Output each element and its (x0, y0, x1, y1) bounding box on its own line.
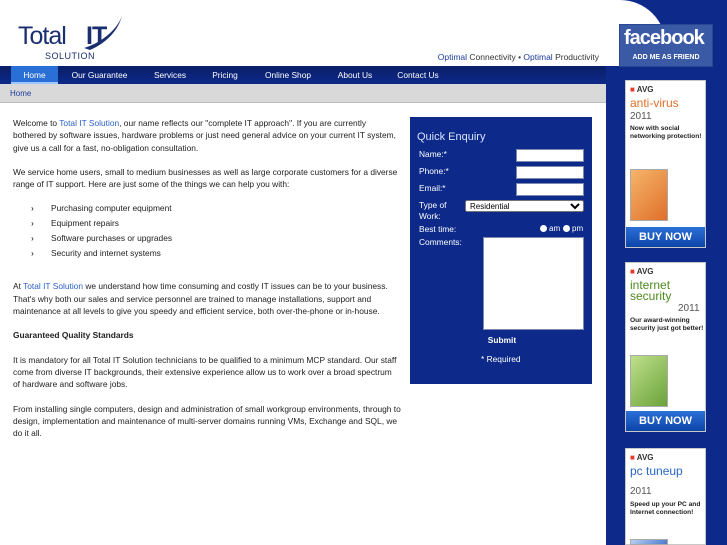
type-of-work-select[interactable] (465, 200, 584, 212)
nav-services[interactable]: Services (153, 70, 187, 80)
main-content (13, 117, 401, 451)
quality-heading: Guaranteed Quality Standards (13, 330, 134, 341)
list-item (31, 232, 401, 247)
at-company-link[interactable]: Total IT Solution (23, 281, 83, 292)
at-paragraph (13, 280, 401, 317)
ad-product: internet security (630, 278, 672, 303)
quality-paragraph: It is mandatory for all Total IT Solution technicians to be qualified to a minimum MCP standard. Our staff come from diverse IT backgrounds, their extensive experience allow us to work over a broad spectrum of hardware and software jobs. (13, 354, 397, 390)
list-item-text: Equipment repairs (51, 218, 119, 229)
nav-about-us[interactable]: About Us (337, 70, 373, 80)
services-list (31, 202, 401, 262)
tagline-optimal-1: Optimal (437, 52, 468, 62)
required-note: * Required (481, 354, 521, 364)
chevron-right-icon: › (31, 233, 34, 244)
enquiry-title: Quick Enquiry (417, 131, 486, 143)
chevron-right-icon: › (31, 203, 34, 214)
services-intro: We service home users, small to medium businesses as well as large corporate customers for a diverse range of IT support. Here are just some of the things we can help you with: (13, 166, 398, 190)
comments-label: Comments: (419, 237, 462, 247)
breadcrumb-bar (0, 84, 606, 103)
list-item-text: Purchasing computer equipment (51, 203, 172, 214)
tagline-separator: • (515, 52, 524, 62)
avg-brand (630, 453, 654, 462)
product-box-icon (630, 169, 668, 221)
site-logo[interactable] (18, 14, 128, 62)
product-box-icon (630, 355, 668, 407)
nav-online-shop[interactable]: Online Shop (264, 70, 312, 80)
nav-contact-us[interactable]: Contact Us (397, 70, 439, 80)
intro-company-link[interactable]: Total IT Solution (59, 118, 120, 128)
avg-brand (630, 85, 654, 94)
avg-logo-icon: ■ (630, 85, 635, 94)
chevron-right-icon: › (31, 218, 34, 229)
logo-it: IT (86, 22, 107, 50)
ad-description: Speed up your PC and Internet connection! (630, 501, 701, 517)
header (0, 0, 606, 66)
ad-product: pc tuneup (630, 464, 683, 478)
facebook-logo: facebook (624, 27, 704, 49)
list-item (31, 217, 401, 232)
at-post: we understand how time consuming and costly IT issues can be to your business. That's why both our sales and service personnel are trained to manage installations, support and maintenance at all levels to give you speedy and efficient service, both over-the-phone or in-house. (13, 281, 388, 317)
list-item (31, 202, 401, 217)
type-of-work-label: Type of Work: (419, 200, 447, 221)
ad-year: 2011 (630, 111, 652, 122)
name-label: Name:* (419, 149, 447, 159)
nav-pricing[interactable]: Pricing (212, 70, 238, 80)
submit-button[interactable]: Submit (483, 335, 521, 345)
avg-internet-security-ad[interactable] (625, 262, 706, 432)
best-time-label: Best time: (419, 224, 457, 234)
avg-logo-icon: ■ (630, 267, 635, 276)
logo-solution: SOLUTION (45, 51, 96, 61)
radio-icon (540, 225, 547, 232)
closing-paragraph: From installing single computers, design and administration of small workgroup environments, through to design, implementation and maintenance of multi-server domains running VMs, Exchange and SQL, we do it all. (13, 403, 401, 439)
ad-brand-text: AVG (636, 85, 654, 94)
ad-brand-text: AVG (636, 267, 654, 276)
ad-year: 2011 (630, 486, 652, 497)
chevron-right-icon: › (31, 248, 34, 259)
quick-enquiry-form (410, 117, 592, 384)
nav-our-guarantee[interactable]: Our Guarantee (71, 70, 128, 80)
phone-field[interactable] (516, 166, 584, 179)
intro-paragraph (13, 117, 401, 154)
comments-textarea[interactable] (483, 237, 584, 330)
breadcrumb-home[interactable]: Home (10, 89, 32, 98)
facebook-badge[interactable] (619, 24, 713, 67)
list-item-text: Software purchases or upgrades (51, 233, 173, 244)
intro-pre: Welcome to (13, 118, 60, 128)
tagline (438, 52, 599, 62)
buy-now-button[interactable]: BUY NOW (626, 411, 705, 431)
buy-now-button[interactable]: BUY NOW (626, 227, 705, 247)
avg-pc-tuneup-ad[interactable] (625, 448, 706, 545)
radio-icon (563, 225, 570, 232)
facebook-subtitle: ADD ME AS FRIEND (632, 54, 700, 61)
ad-year: 2011 (678, 303, 700, 314)
avg-antivirus-ad[interactable] (625, 80, 706, 248)
list-item (31, 247, 401, 262)
tagline-optimal-2: Optimal (523, 52, 553, 62)
pm-radio[interactable] (563, 224, 583, 233)
main-nav (0, 66, 606, 84)
phone-label: Phone:* (419, 166, 449, 176)
nav-home[interactable]: Home (11, 66, 58, 84)
ad-product: anti-virus (630, 96, 679, 110)
ad-description: Our award-winning security just got better! (630, 317, 704, 333)
intro-post: , our name reflects our "complete IT approach". If you are currently bothered by software issues, hardware problems or just need general advice on your current IT system, give us a call for a fast, no-obligation consultation. (13, 118, 396, 153)
list-item-text: Security and internet systems (51, 248, 161, 259)
name-field[interactable] (516, 149, 584, 162)
email-field[interactable] (516, 183, 584, 196)
avg-logo-icon: ■ (630, 453, 635, 462)
ad-description: Now with social networking protection! (630, 125, 702, 141)
email-label: Email:* (419, 183, 446, 193)
pm-label: pm (572, 224, 584, 233)
am-radio[interactable] (540, 224, 560, 233)
logo-total: Total (18, 22, 66, 50)
tagline-productivity: Productivity (552, 52, 599, 62)
am-label: am (549, 224, 561, 233)
at-pre: At (13, 281, 24, 292)
tagline-connectivity: Connectivity (467, 52, 516, 62)
ad-brand-text: AVG (636, 453, 654, 462)
avg-brand (630, 267, 654, 276)
product-box-icon (630, 539, 668, 545)
